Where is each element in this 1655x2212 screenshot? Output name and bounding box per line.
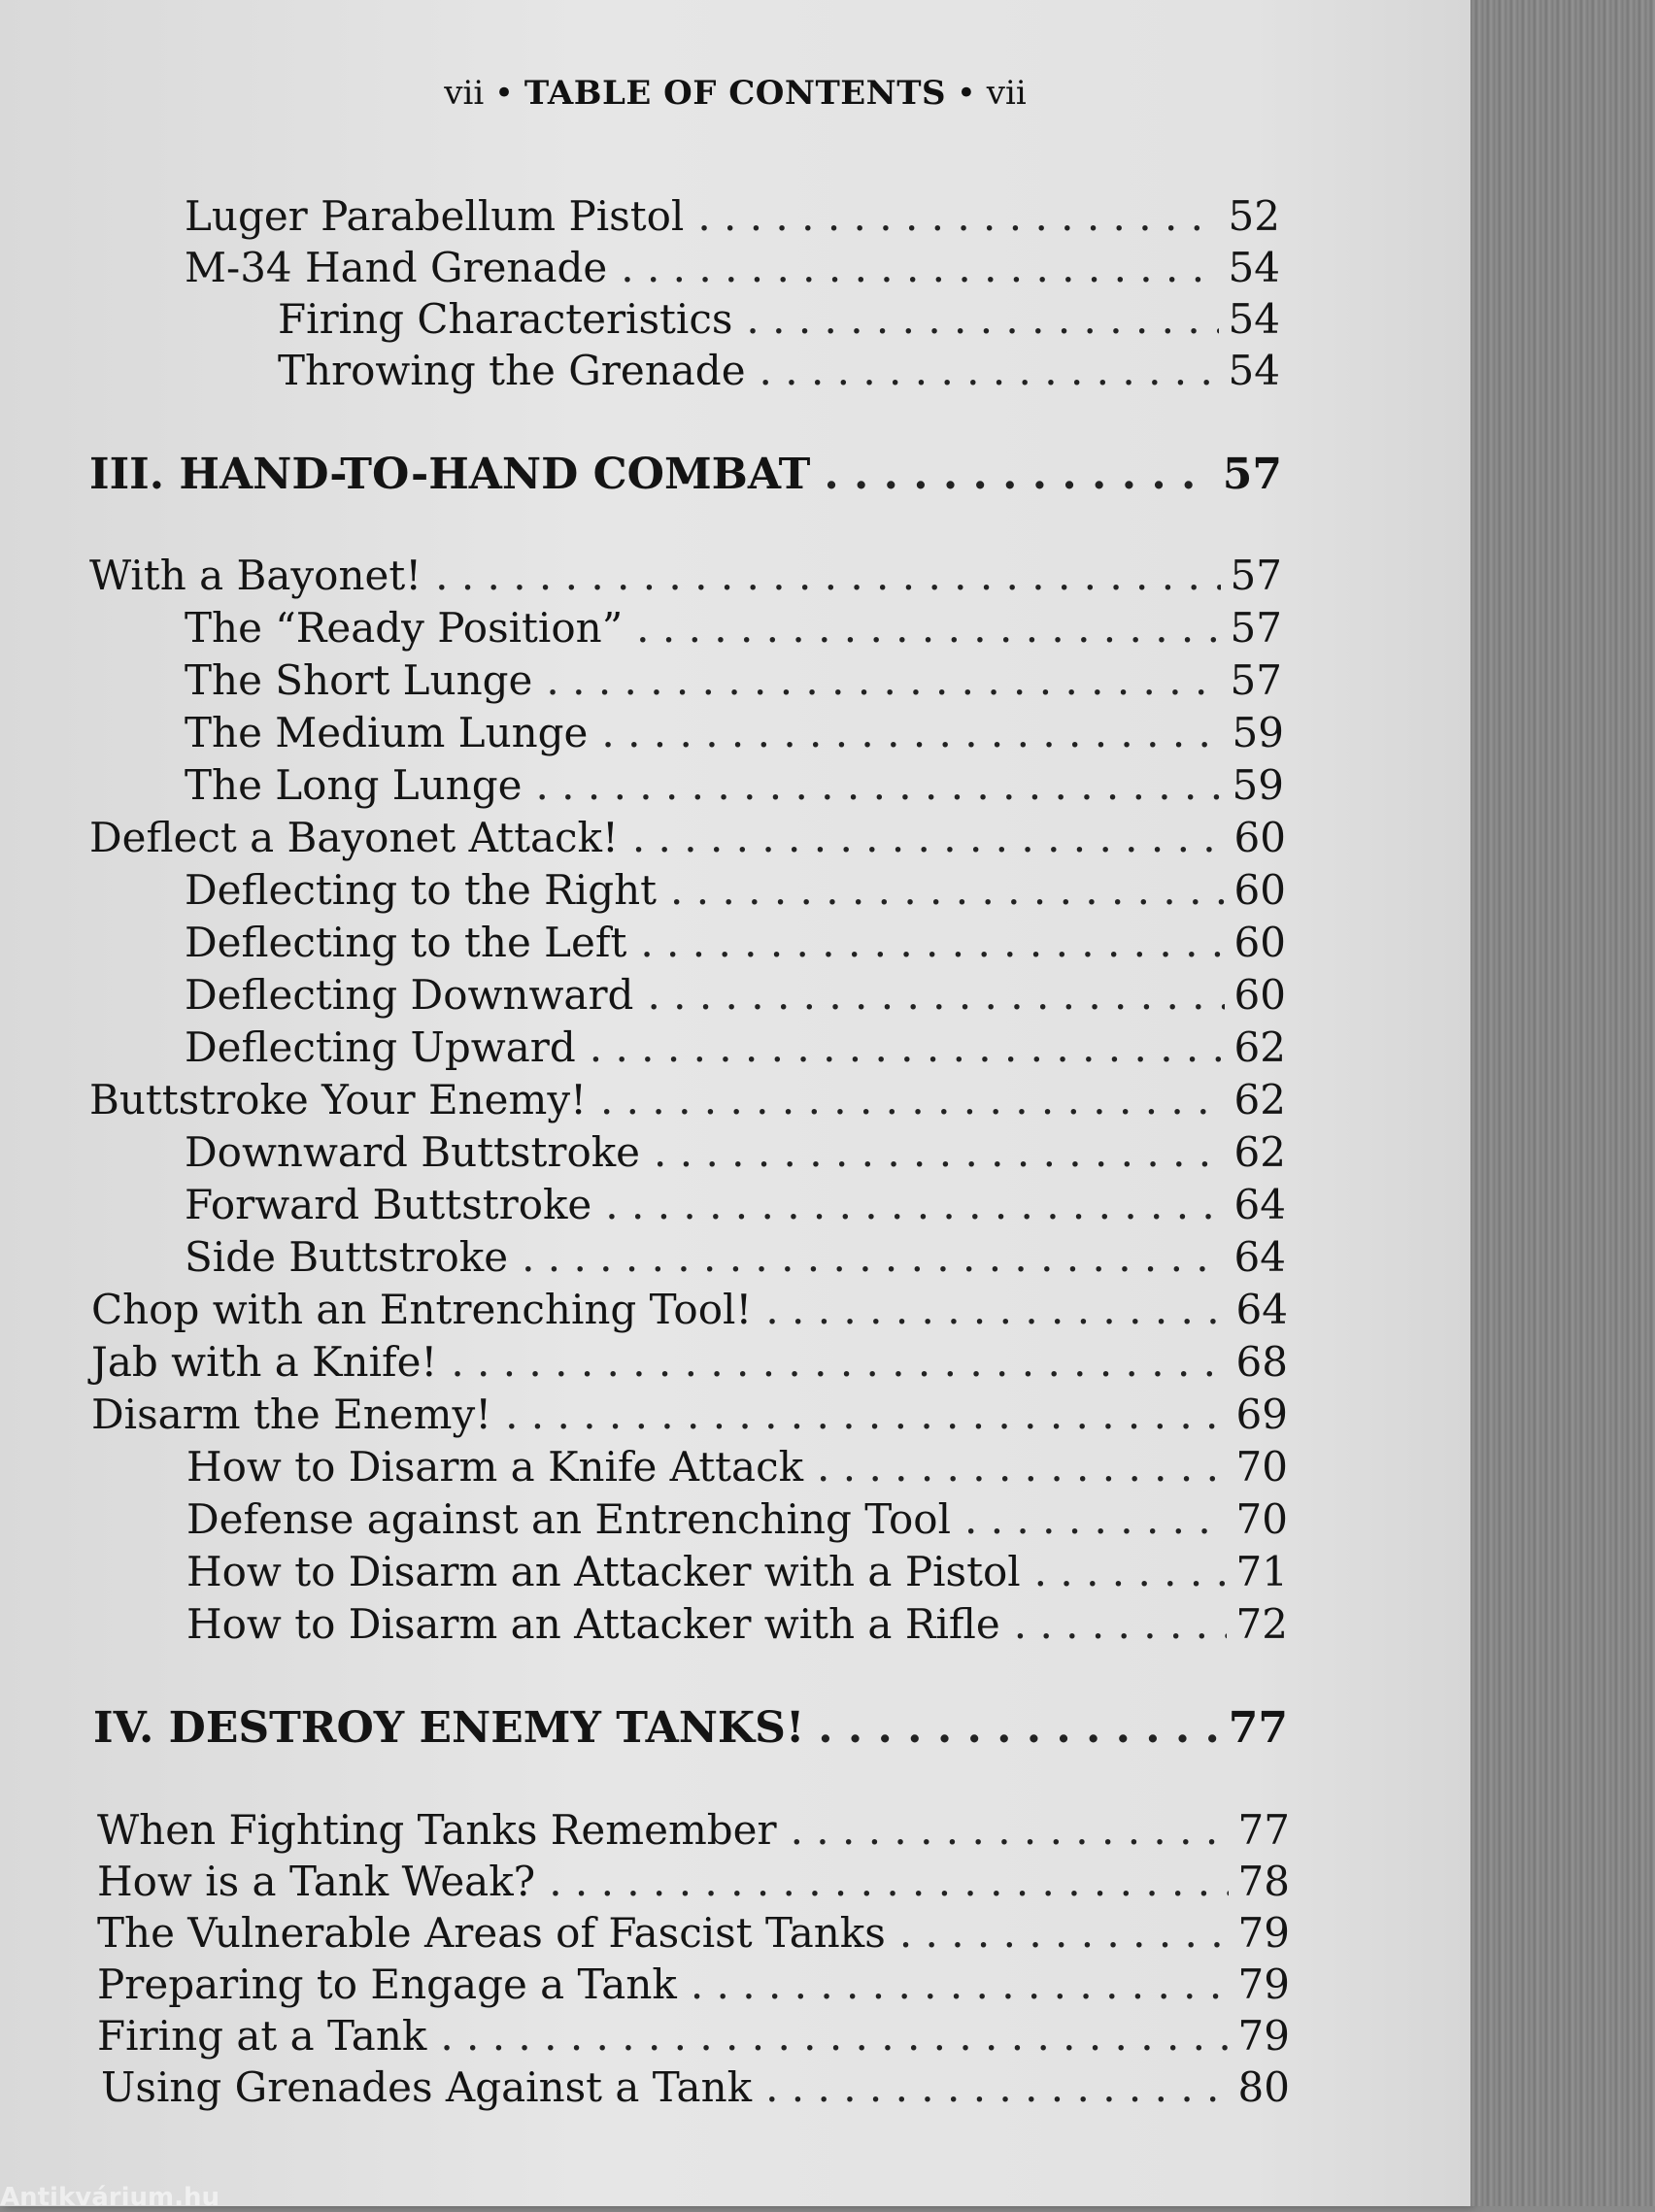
toc-entry <box>185 971 1286 1023</box>
toc-entry <box>91 1338 1288 1391</box>
toc-entry-page-number: 64 <box>1233 1181 1286 1228</box>
toc-entry-page-number: 54 <box>1228 295 1280 343</box>
toc-entry-title: The Long Lunge <box>185 761 523 809</box>
dot-leader <box>546 656 1220 704</box>
toc-entry <box>97 1909 1290 1961</box>
dot-leader <box>640 919 1224 966</box>
toc-entry-page-number: 64 <box>1233 1233 1286 1281</box>
toc-entry <box>185 866 1286 919</box>
background-surface <box>1470 0 1655 2206</box>
dot-leader <box>601 709 1222 756</box>
toc-entry-page-number: 59 <box>1232 761 1284 809</box>
toc-entry-title: With a Bayonet! <box>89 552 422 599</box>
toc-entry-title: Disarm the Enemy! <box>91 1391 492 1438</box>
dot-leader <box>600 1076 1225 1123</box>
toc-section-heading <box>89 450 1282 502</box>
toc-entry-page-number: 62 <box>1233 1023 1286 1071</box>
toc-entry-page-number: 77 <box>1237 1806 1290 1854</box>
toc-entry-title: Preparing to Engage a Tank <box>97 1961 677 2008</box>
header-bullet-right: • <box>956 74 987 113</box>
toc-entry-title: Deflecting to the Right <box>185 866 658 914</box>
dot-leader <box>746 295 1218 343</box>
dot-leader <box>1014 1600 1227 1648</box>
watermark: Antikvárium.hu <box>0 2183 220 2212</box>
dot-leader <box>654 1128 1225 1176</box>
toc-entry-title: Firing Characteristics <box>278 295 733 343</box>
dot-leader <box>824 450 1212 499</box>
dot-leader <box>647 971 1224 1019</box>
toc-entry-title: Deflecting Upward <box>185 1023 576 1071</box>
toc-entry <box>185 709 1284 761</box>
toc-entry <box>278 295 1280 348</box>
toc-entry-page-number: 60 <box>1233 971 1286 1019</box>
header-bullet-left: • <box>494 74 524 113</box>
toc-entry <box>89 814 1286 866</box>
toc-entry-page-number: 79 <box>1237 2012 1290 2060</box>
toc-entry <box>97 2012 1290 2064</box>
dot-leader <box>760 347 1219 394</box>
toc-entry-page-number: 79 <box>1237 1909 1290 1957</box>
dot-leader <box>435 552 1220 599</box>
toc-entry-title: Using Grenades Against a Tank <box>101 2063 753 2111</box>
dot-leader <box>636 604 1220 652</box>
toc-entry-page-number: 60 <box>1233 814 1286 861</box>
toc-entry-title: The “Ready Position” <box>185 604 624 652</box>
toc-entry-page-number: 57 <box>1230 656 1282 704</box>
toc-entry-title: Luger Parabellum Pistol <box>185 192 685 240</box>
toc-entry <box>186 1548 1288 1600</box>
dot-leader <box>535 761 1222 809</box>
toc-entry-page-number: 52 <box>1228 192 1280 240</box>
running-header <box>0 74 1470 113</box>
toc-entry <box>186 1443 1288 1495</box>
toc-entry-title: Throwing the Grenade <box>278 347 746 394</box>
toc-entry-page-number: 57 <box>1222 450 1282 499</box>
toc-entry <box>97 1961 1290 2013</box>
dot-leader <box>549 1858 1228 1905</box>
toc-entry-page-number: 80 <box>1237 2063 1290 2111</box>
toc-entry-page-number: 54 <box>1228 244 1280 291</box>
toc-entry <box>185 1233 1286 1286</box>
toc-entry-title: Deflect a Bayonet Attack! <box>89 814 619 861</box>
toc-entry-title: How to Disarm a Knife Attack <box>186 1443 804 1491</box>
toc-entry <box>185 761 1284 814</box>
dot-leader <box>964 1495 1227 1543</box>
toc-entry-title: How to Disarm an Attacker with a Rifle <box>186 1600 1000 1648</box>
dot-leader <box>670 866 1225 914</box>
toc-entry <box>89 552 1282 604</box>
dot-leader <box>899 1909 1229 1957</box>
toc-entry <box>185 192 1280 245</box>
dot-leader <box>522 1233 1224 1281</box>
toc-entry <box>185 1023 1286 1076</box>
toc-entry-title: Downward Buttstroke <box>185 1128 641 1176</box>
toc-entry-page-number: 78 <box>1237 1858 1290 1905</box>
toc-entry-title: III. HAND-TO-HAND COMBAT <box>89 450 811 499</box>
toc-section-heading <box>93 1703 1288 1756</box>
toc-entry <box>185 919 1286 971</box>
toc-entry-page-number: 59 <box>1232 709 1284 756</box>
toc-entry-title: Defense against an Entrenching Tool <box>186 1495 952 1543</box>
toc-entry-page-number: 64 <box>1235 1286 1288 1333</box>
dot-leader <box>440 2012 1228 2060</box>
toc-entry <box>278 347 1280 399</box>
dot-leader <box>818 1703 1219 1753</box>
toc-entry <box>185 1128 1286 1181</box>
toc-entry-title: How to Disarm an Attacker with a Pistol <box>186 1548 1021 1595</box>
toc-entry-page-number: 60 <box>1233 866 1286 914</box>
toc-entry-title: Chop with an Entrenching Tool! <box>91 1286 753 1333</box>
dot-leader <box>765 2063 1228 2111</box>
header-page-right: vii <box>986 74 1027 113</box>
toc-entry-title: IV. DESTROY ENEMY TANKS! <box>93 1703 805 1753</box>
toc-entry-title: How is a Tank Weak? <box>97 1858 536 1905</box>
toc-entry-title: The Vulnerable Areas of Fascist Tanks <box>97 1909 886 1957</box>
toc-entry-page-number: 72 <box>1235 1600 1288 1648</box>
toc-entry-title: Deflecting to the Left <box>185 919 627 966</box>
header-page-left: vii <box>444 74 485 113</box>
toc-entry-title: The Medium Lunge <box>185 709 589 756</box>
dot-leader <box>590 1023 1225 1071</box>
toc-entry-title: Forward Buttstroke <box>185 1181 592 1228</box>
toc-entry-title: When Fighting Tanks Remember <box>97 1806 777 1854</box>
toc-entry-page-number: 62 <box>1233 1076 1286 1123</box>
toc-entry-page-number: 60 <box>1233 919 1286 966</box>
toc-entry-page-number: 57 <box>1230 604 1282 652</box>
dot-leader <box>765 1286 1226 1333</box>
toc-entry-page-number: 70 <box>1235 1443 1288 1491</box>
toc-entry-title: Deflecting Downward <box>185 971 634 1019</box>
toc-entry <box>91 1391 1288 1443</box>
toc-entry <box>89 1076 1286 1128</box>
toc-entry <box>97 1806 1290 1859</box>
dot-leader <box>605 1181 1224 1228</box>
toc-entry <box>101 2063 1290 2116</box>
dot-leader <box>632 814 1225 861</box>
toc-entry-page-number: 68 <box>1235 1338 1288 1386</box>
toc-entry-page-number: 57 <box>1230 552 1282 599</box>
toc-entry-title: Jab with a Knife! <box>91 1338 438 1386</box>
toc-entry-title: Buttstroke Your Enemy! <box>89 1076 587 1123</box>
toc-entry-title: M-34 Hand Grenade <box>185 244 608 291</box>
toc-entry-page-number: 77 <box>1228 1703 1288 1753</box>
toc-entry-page-number: 71 <box>1235 1548 1288 1595</box>
dot-leader <box>621 244 1218 291</box>
toc-entry-page-number: 69 <box>1235 1391 1288 1438</box>
dot-leader <box>817 1443 1227 1491</box>
toc-entry <box>91 1286 1288 1338</box>
toc-entry <box>185 1181 1286 1233</box>
dot-leader <box>505 1391 1226 1438</box>
dot-leader <box>691 1961 1229 2008</box>
dot-leader <box>791 1806 1229 1854</box>
toc-entry-page-number: 70 <box>1235 1495 1288 1543</box>
header-title: TABLE OF CONTENTS <box>524 74 947 113</box>
dot-leader <box>451 1338 1226 1386</box>
toc-entry-page-number: 54 <box>1228 347 1280 394</box>
toc-entry-title: The Short Lunge <box>185 656 533 704</box>
toc-entry <box>186 1495 1288 1548</box>
toc-entry-page-number: 62 <box>1233 1128 1286 1176</box>
toc-entry-title: Side Buttstroke <box>185 1233 509 1281</box>
dot-leader <box>1034 1548 1227 1595</box>
toc-entry <box>185 604 1282 656</box>
toc-entry <box>185 244 1280 296</box>
dot-leader <box>697 192 1218 240</box>
toc-entry <box>97 1858 1290 1910</box>
toc-entry <box>185 656 1282 709</box>
toc-entry-title: Firing at a Tank <box>97 2012 427 2060</box>
toc-entry-page-number: 79 <box>1237 1961 1290 2008</box>
toc-entry <box>186 1600 1288 1653</box>
